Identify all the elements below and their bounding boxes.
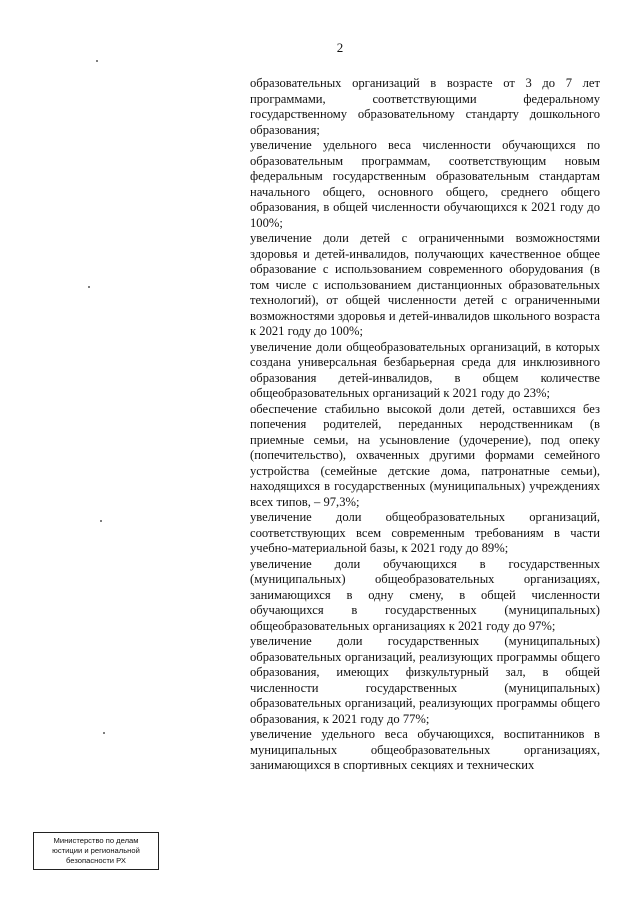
- scan-speck: [100, 520, 102, 522]
- paragraph: увеличение удельного веса численности обучающихся по образовательным программам, соответствующим новым федеральным государственным образовательным стандартам начального общего, основного общего, среднего общего образования, в общей численности обучающихся к 2021 году до 100%;: [250, 138, 600, 230]
- page-number: 2: [336, 40, 344, 55]
- paragraph: увеличение доли общеобразовательных организаций, соответствующих всем современным требованиям в части учебно-материальной базы, к 2021 году до 89%;: [250, 510, 600, 555]
- scan-speck: [96, 60, 98, 62]
- paragraph: увеличение доли детей с ограниченными возможностями здоровья и детей-инвалидов, получающих качественное общее образование с использованием современного оборудования (в том числе с использованием дистанционных образовательных технологий), от общей численности детей с ограниченными возможностями здоровья и детей-инвалидов школьного возраста к 2021 году до 100%;: [250, 231, 600, 338]
- paragraph: увеличение доли государственных (муниципальных) образовательных организаций, реализующих программы общего образования, имеющих физкультурный зал, в общей численности государственных (муниципальных) образовательных организаций, реализующих программы общего образования, к 2021 году до 77%;: [250, 634, 600, 726]
- paragraph: увеличение доли обучающихся в государственных (муниципальных) общеобразовательных организациях, занимающихся в одну смену, в общей численности обучающихся в государственных (муниципальных) общеобразовательных организациях к 2021 году до 97%;: [250, 556, 600, 633]
- registration-stamp: [33, 832, 159, 870]
- paragraph: образовательных организаций в возрасте от 3 до 7 лет программами, соответствующими федеральному государственному образовательному стандарту дошкольного образования;: [250, 76, 600, 137]
- scan-speck: [103, 732, 105, 734]
- paragraph: увеличение удельного веса обучающихся, воспитанников в муниципальных общеобразовательных организациях, занимающихся в спортивных секциях и технических: [250, 727, 600, 772]
- stamp-line: Министерство по делам: [53, 836, 139, 845]
- paragraph: обеспечение стабильно высокой доли детей, оставшихся без попечения родителей, переданных неродственникам (в приемные семьи, на усыновление (удочерение), под опеку (попечительство), охваченных другими формами семейного устройства (семейные детские дома, патронатные семьи), находящихся в государственных (муниципальных) учреждениях всех типов, – 97,3%;: [250, 401, 600, 509]
- scan-speck: [88, 286, 90, 288]
- body-text: [250, 76, 600, 774]
- stamp-line: юстиции и региональной: [52, 846, 140, 855]
- paragraph: увеличение доли общеобразовательных организаций, в которых создана универсальная безбарьерная среда для инклюзивного образования детей-инвалидов, в общем количестве общеобразовательных организаций к 2021 году до 23%;: [250, 339, 600, 400]
- stamp-line: безопасности РХ: [66, 856, 126, 865]
